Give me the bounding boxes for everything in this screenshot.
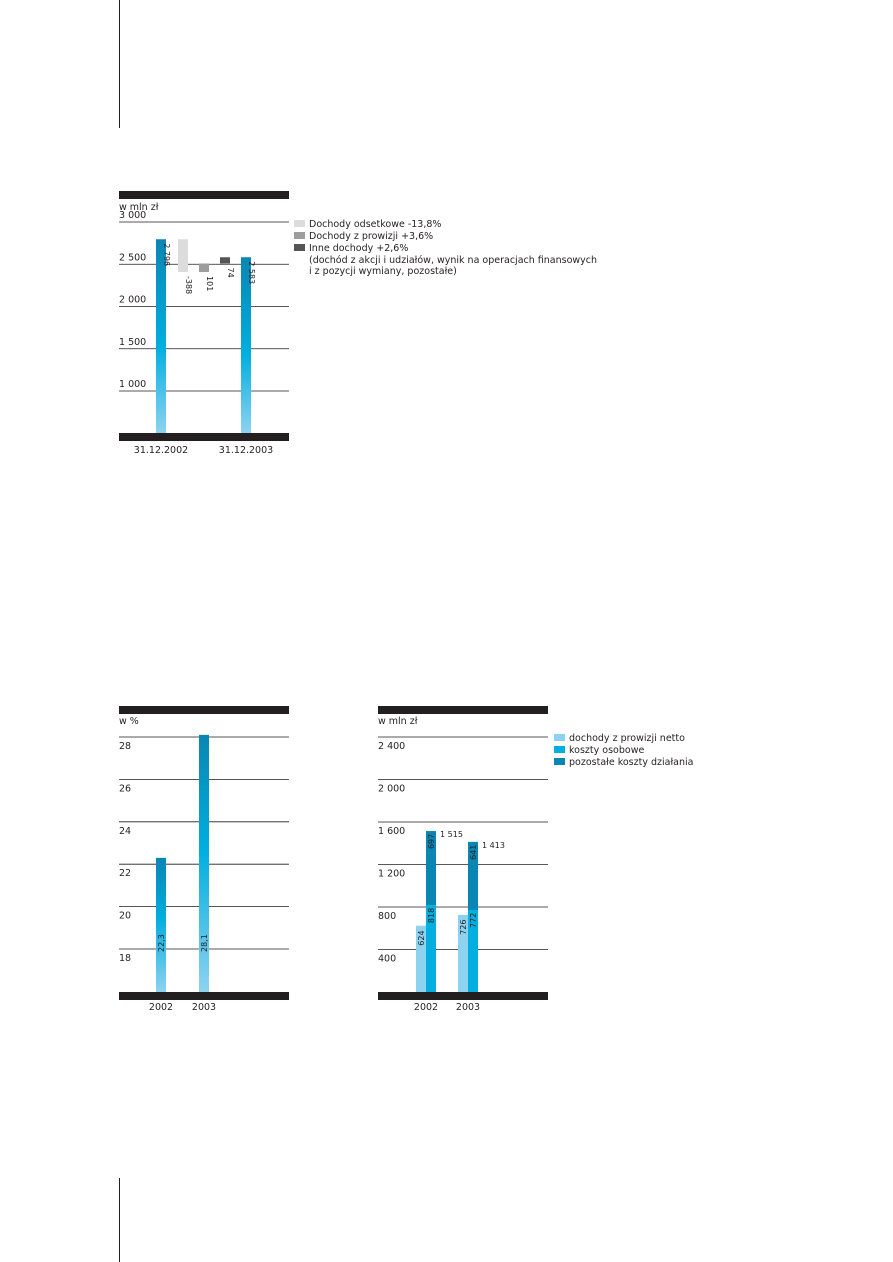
chart1-ytick-label: 2 000: [119, 294, 147, 306]
chart1-step-value-label: 101: [205, 276, 214, 292]
chart1-legend-label: Dochody z prowizji +3,6%: [309, 231, 434, 242]
chart1-legend-label: Inne dochody +2,6%: [309, 243, 409, 254]
chart1-legend-swatch: [294, 220, 305, 227]
chart2-ytick-label: 20: [119, 910, 132, 922]
chart1-ytick-label: 2 500: [119, 252, 147, 264]
chart3-ytick-label: 2 400: [378, 741, 406, 752]
chart2-value-label: 22,3: [157, 934, 166, 952]
chart1-step-bar: [178, 239, 188, 272]
chart3-ytick-label: 1 200: [378, 868, 406, 880]
chart3-legend-label: pozostałe koszty działania: [569, 757, 694, 768]
chart2-top-band: [119, 706, 289, 714]
chart3-ytick-label: 400: [378, 953, 397, 965]
chart3-income-value-label: 726: [459, 919, 468, 935]
chart1-legend-note: i z pozycji wymiany, pozostałe): [309, 266, 457, 277]
chart3-ytick-label: 1 600: [378, 826, 406, 837]
chart3-bottom-band: [378, 992, 548, 1000]
chart3-personnel-value-label: 818: [427, 907, 436, 924]
chart3-xtick-label: 2003: [455, 1002, 481, 1013]
chart1-total-value-label: 2 583: [247, 261, 256, 285]
chart3-other-costs-value-label: 641: [469, 844, 478, 860]
chart2-unit-label: w %: [119, 716, 139, 727]
chart2-ytick-label: 26: [119, 783, 132, 795]
chart3-cost-total-label: 1 515: [440, 830, 463, 840]
chart2-bottom-band: [119, 992, 289, 1000]
chart3-legend-label: koszty osobowe: [569, 745, 645, 756]
chart3-cost-total-label: 1 413: [482, 840, 505, 850]
chart3-other-costs-value-label: 697: [427, 833, 436, 850]
chart1-step-bar: [199, 263, 209, 272]
chart2-value-label: 28,1: [200, 934, 209, 952]
chart3-top-band: [378, 706, 548, 714]
chart1-top-band: [119, 191, 289, 199]
chart2-ytick-label: 24: [119, 825, 132, 837]
chart3-legend-swatch: [554, 734, 565, 741]
chart1-step-value-label: 74: [226, 267, 235, 278]
chart1-unit-label: w mln zł: [119, 202, 159, 213]
chart1-xtick-label: 31.12.2002: [133, 445, 189, 456]
chart3-xtick-label: 2002: [413, 1002, 439, 1013]
chart1-step-bar: [220, 257, 230, 263]
chart2-ytick-label: 22: [119, 868, 132, 880]
chart2-ytick-label: 28: [119, 741, 132, 752]
chart3-ytick-label: 800: [378, 911, 397, 922]
chart2-bar: [156, 858, 166, 992]
chart2-ytick-label: 18: [119, 953, 132, 964]
chart2-xtick-label: 2002: [148, 1002, 174, 1013]
chart3-income-value-label: 624: [417, 930, 426, 946]
chart3-legend-swatch: [554, 746, 565, 753]
chart1-total-value-label: 2 796: [162, 243, 171, 267]
chart1-ytick-label: 3 000: [119, 210, 147, 221]
chart3-personnel-value-label: 772: [469, 912, 478, 928]
chart2-xtick-label: 2003: [191, 1002, 217, 1013]
chart1-legend-swatch: [294, 244, 305, 251]
chart3-ytick-label: 2 000: [378, 783, 406, 795]
chart3-legend-swatch: [554, 758, 565, 765]
chart1-xtick-label: 31.12.2003: [218, 445, 274, 456]
chart1-ytick-label: 1 500: [119, 336, 147, 348]
chart2-bar: [199, 735, 209, 992]
chart1-bottom-band: [119, 433, 289, 441]
chart1-total-bar: [156, 239, 166, 433]
chart1-legend-note: (dochód z akcji i udziałów, wynik na operacjach finansowych: [309, 255, 598, 266]
chart3-legend-label: dochody z prowizji netto: [569, 733, 685, 744]
chart3-unit-label: w mln zł: [378, 716, 418, 727]
chart1-legend-label: Dochody odsetkowe -13,8%: [309, 219, 442, 230]
chart1-ytick-label: 1 000: [119, 379, 147, 390]
chart1-step-value-label: -388: [184, 276, 193, 295]
chart1-legend-swatch: [294, 232, 305, 239]
